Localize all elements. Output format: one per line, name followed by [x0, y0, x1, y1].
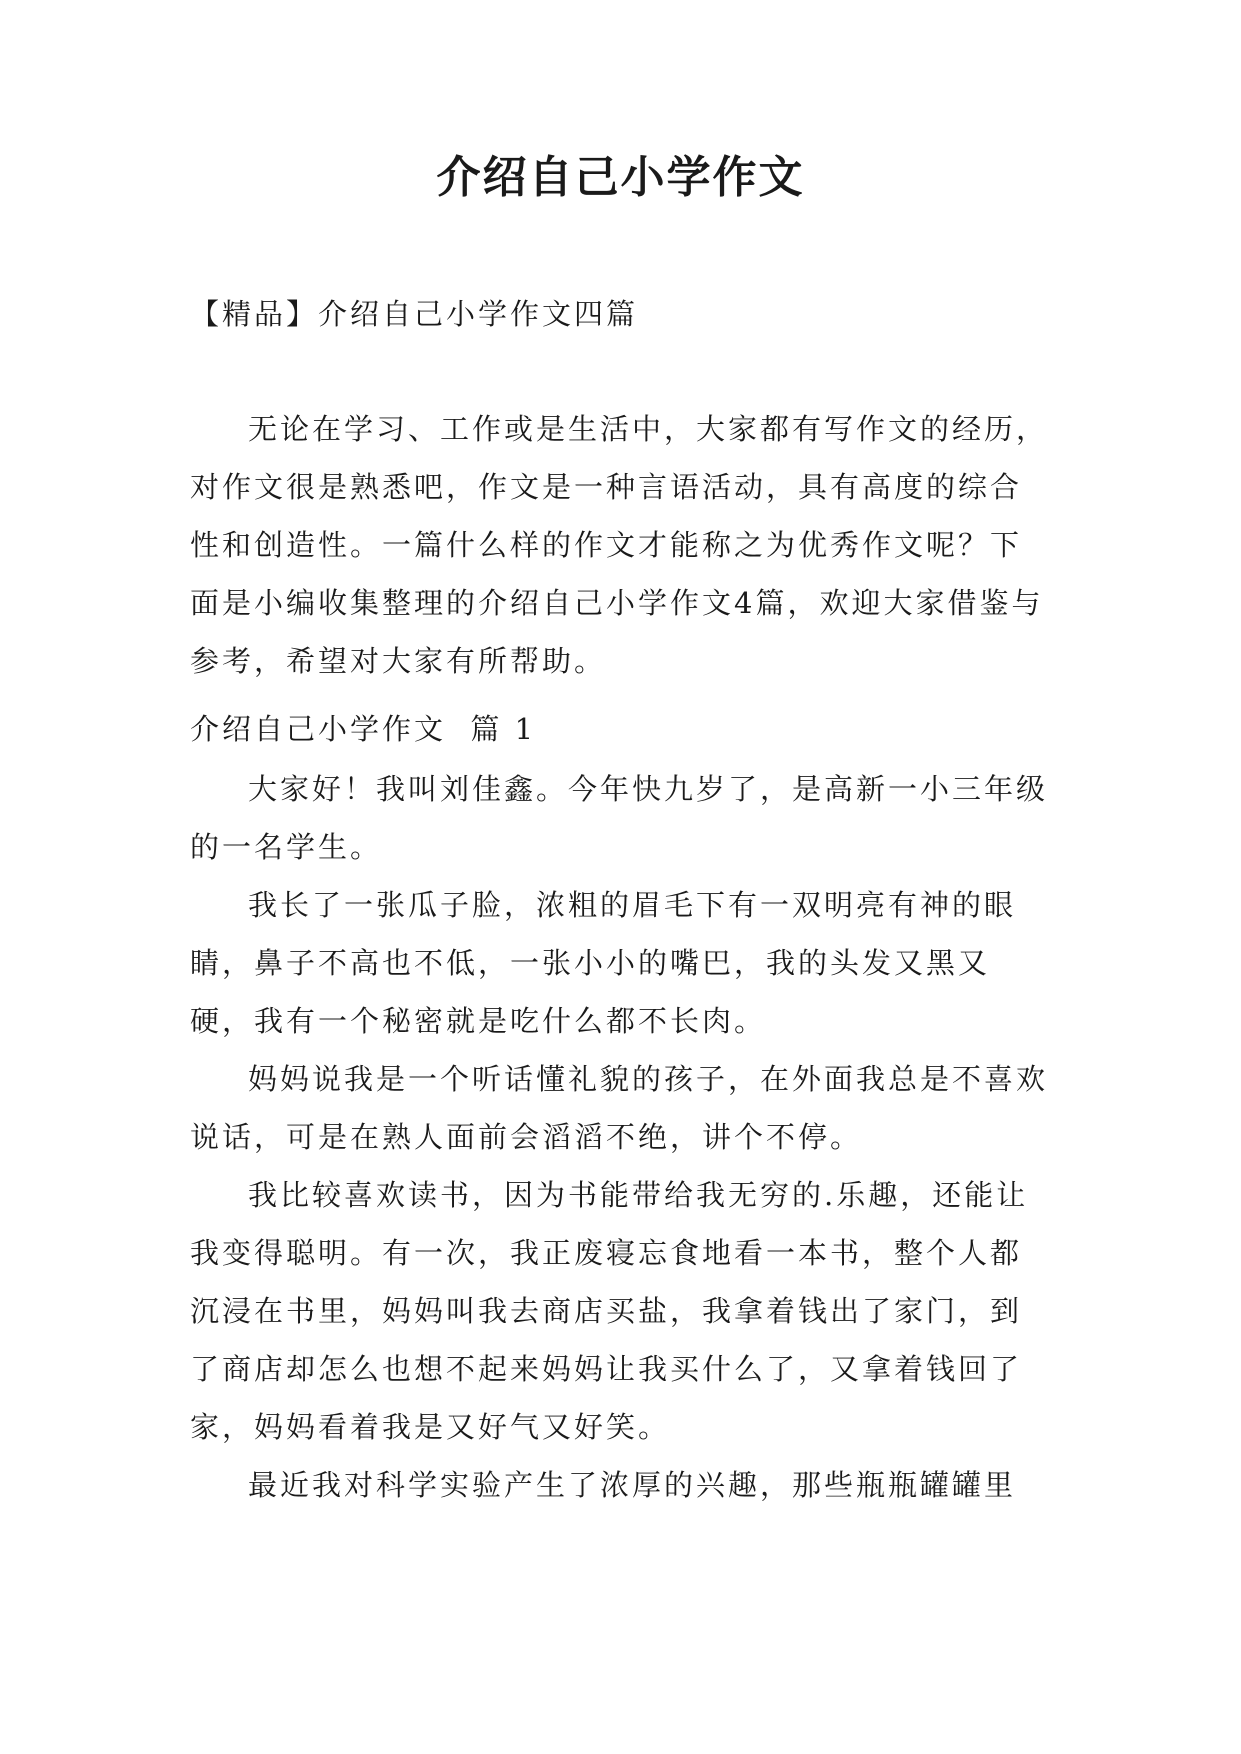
essay-paragraph: 最近我对科学实验产生了浓厚的兴趣，那些瓶瓶罐罐里	[248, 1468, 1017, 1502]
essay-paragraph: 我比较喜欢读书，因为书能带给我无穷的.乐趣，还能让我变得聪明。有一次，我正废寝忘食地看一本书，整个人都沉浸在书里，妈妈叫我去商店买盐，我拿着钱出了家门，到了商店却怎么也想不起来妈妈让我买什么了，又拿着钱回了家，妈妈看着我是又好气又好笑。	[190, 1178, 1029, 1444]
document-title: 介绍自己小学作文	[436, 152, 805, 203]
section-heading: 介绍自己小学作文 篇 1	[190, 712, 537, 746]
document-subtitle: 【精品】介绍自己小学作文四篇	[190, 297, 639, 331]
essay-body	[190, 760, 1050, 1514]
essay-paragraph: 妈妈说我是一个听话懂礼貌的孩子，在外面我总是不喜欢说话，可是在熟人面前会滔滔不绝，讲个不停。	[190, 1062, 1049, 1154]
essay-paragraph: 我长了一张瓜子脸，浓粗的眉毛下有一双明亮有神的眼睛，鼻子不高也不低，一张小小的嘴巴，我的头发又黑又硬，我有一个秘密就是吃什么都不长肉。	[190, 888, 1017, 1038]
essay-paragraph: 大家好！我叫刘佳鑫。今年快九岁了，是高新一小三年级的一名学生。	[190, 772, 1049, 864]
intro-paragraph: 无论在学习、工作或是生活中，大家都有写作文的经历，对作文很是熟悉吧，作文是一种言语活动，具有高度的综合性和创造性。一篇什么样的作文才能称之为优秀作文呢？下面是小编收集整理的介绍自己小学作文4篇，欢迎大家借鉴与参考，希望对大家有所帮助。	[190, 412, 1049, 678]
